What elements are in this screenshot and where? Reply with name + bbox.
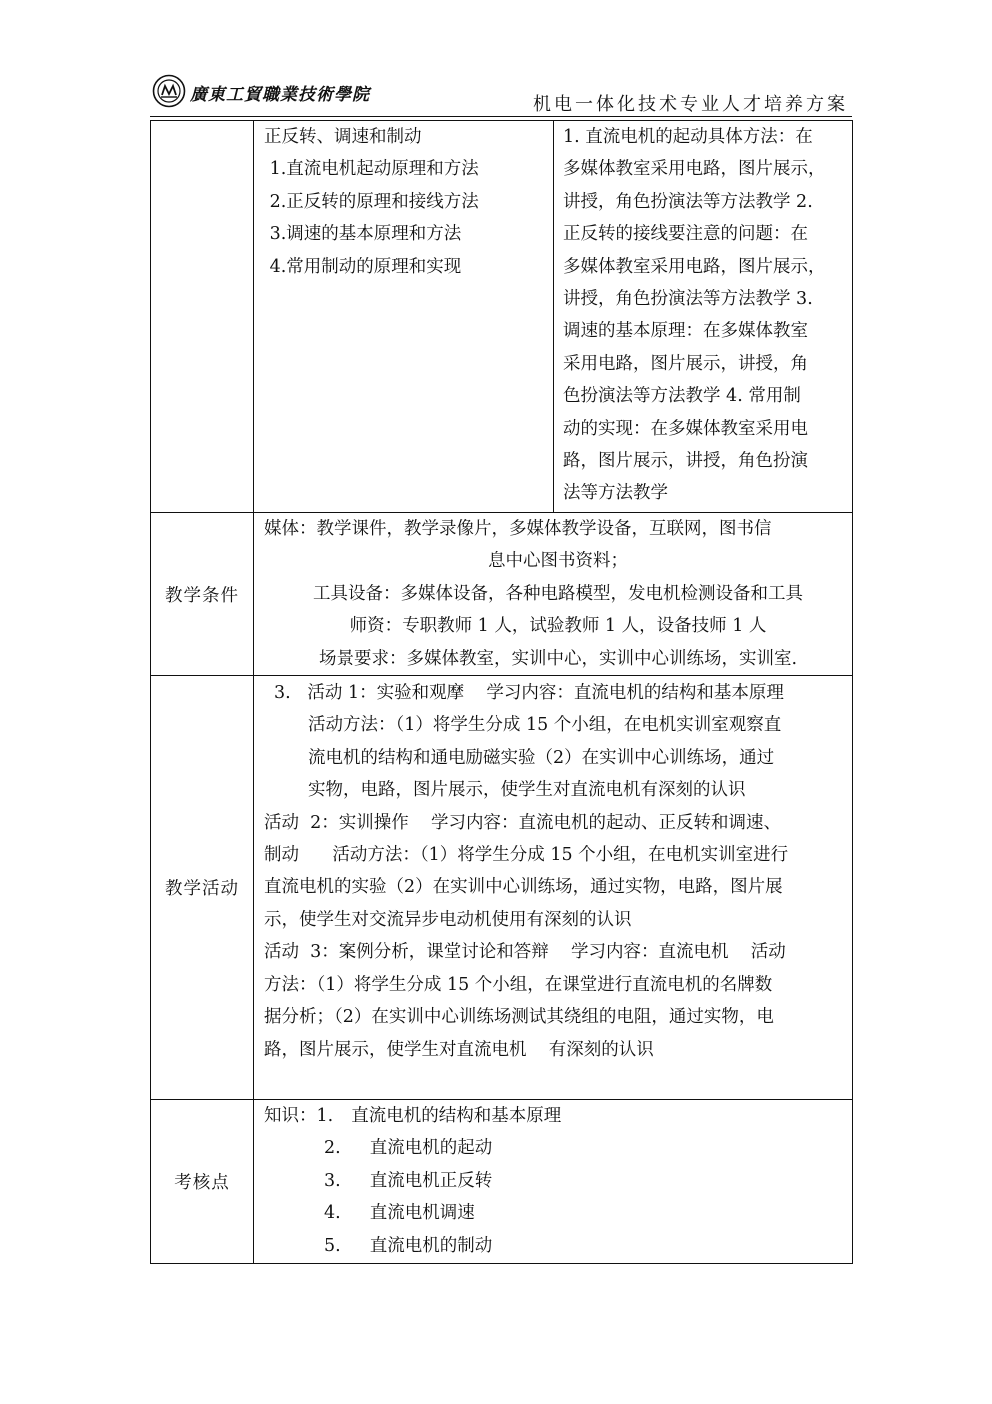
assessment-item bbox=[264, 1132, 852, 1164]
assessment-item-text: 直流电机的起动 bbox=[369, 1138, 493, 1159]
table-row-assessment bbox=[151, 1100, 853, 1264]
conditions-line: 息中心图书资料； bbox=[488, 551, 628, 572]
method-line: 法等方法教学 bbox=[563, 483, 668, 504]
activity-line: 活动 3：案例分析，课堂讨论和答辩 学习内容：直流电机 活动 bbox=[264, 942, 786, 963]
conditions-line: 师资：专职教师 1 人，试验教师 1 人，设备技师 1 人 bbox=[349, 616, 767, 637]
conditions-cell bbox=[254, 513, 853, 676]
activities-label: 教学活动 bbox=[151, 676, 254, 1100]
activity-line: 据分析；（2）在实训中心训练场测试其绕组的电阻，通过实物，电 bbox=[264, 1007, 774, 1028]
activity-line: 活动方法：（1）将学生分成 15 个小组，在电机实训室观察直 bbox=[308, 715, 782, 736]
method-line: 正反转的接线要注意的问题：在 bbox=[563, 224, 808, 245]
method-line: 讲授，角色扮演法等方法教学 2. bbox=[563, 191, 813, 212]
activity-line: 直流电机的实验（2）在实训中心训练场，通过实物，电路，图片展 bbox=[264, 877, 783, 898]
method-line: 讲授，角色扮演法等方法教学 3. bbox=[563, 289, 813, 310]
method-line: 采用电路，图片展示，讲授，角 bbox=[563, 353, 808, 374]
activity-line: 流电机的结构和通电励磁实验（2）在实训中心训练场，通过 bbox=[308, 747, 775, 768]
curriculum-table bbox=[150, 120, 853, 1264]
assessment-cell bbox=[254, 1100, 853, 1264]
school-name: 廣東工貿職業技術學院 bbox=[190, 85, 370, 105]
school-logo-icon bbox=[152, 74, 186, 108]
conditions-line: 工具设备：多媒体设备，各种电路模型，发电机检测设备和工具 bbox=[313, 583, 803, 604]
assessment-item-text: 直流电机正反转 bbox=[369, 1170, 493, 1191]
content-line: 正反转、调速和制动 bbox=[264, 127, 422, 147]
method-line: 路，图片展示，讲授，角色扮演 bbox=[563, 451, 808, 472]
activity-line: 制动 活动方法：（1）将学生分成 15 个小组，在电机实训室进行 bbox=[264, 845, 789, 866]
content-line: 3.调速的基本原理和方法 bbox=[264, 224, 462, 245]
table-row-activities bbox=[151, 676, 853, 1100]
header-divider bbox=[150, 116, 852, 117]
method-line: 多媒体教室采用电路，图片展示， bbox=[563, 256, 826, 277]
method-line: 色扮演法等方法教学 4. 常用制 bbox=[563, 386, 801, 407]
activity-line: 3. 活动 1：实验和观摩 学习内容：直流电机的结构和基本原理 bbox=[274, 683, 784, 704]
assessment-item-number: 5. bbox=[324, 1235, 341, 1256]
method-line: 1. 直流电机的起动具体方法：在 bbox=[563, 127, 813, 147]
assessment-item bbox=[264, 1100, 852, 1132]
conditions-line: 场景要求：多媒体教室，实训中心，实训中心训练场，实训室. bbox=[318, 648, 798, 669]
assessment-item bbox=[264, 1230, 852, 1262]
content-line: 1.直流电机起动原理和方法 bbox=[264, 159, 479, 180]
assessment-item bbox=[264, 1197, 852, 1229]
page-header bbox=[150, 74, 852, 116]
assessment-item-text: 直流电机调速 bbox=[369, 1203, 475, 1224]
activity-line: 示，使学生对交流异步电动机使用有深刻的认识 bbox=[264, 909, 632, 930]
method-line: 动的实现：在多媒体教室采用电 bbox=[563, 418, 808, 439]
activity-line: 实物，电路，图片展示，使学生对直流电机有深刻的认识 bbox=[308, 780, 746, 801]
method-cell bbox=[554, 121, 853, 513]
activities-cell bbox=[254, 676, 853, 1100]
assessment-prefix: 知识： bbox=[264, 1106, 317, 1127]
document-title: 机电一体化技术专业人才培养方案 bbox=[533, 94, 848, 115]
content-cell bbox=[254, 121, 554, 513]
activity-line: 路，图片展示，使学生对直流电机 有深刻的认识 bbox=[264, 1039, 654, 1060]
conditions-label: 教学条件 bbox=[151, 513, 254, 676]
assessment-label: 考核点 bbox=[151, 1100, 254, 1264]
assessment-item-number: 3. bbox=[324, 1170, 341, 1191]
assessment-item bbox=[264, 1165, 852, 1197]
method-line: 调速的基本原理：在多媒体教室 bbox=[563, 321, 808, 342]
method-line: 多媒体教室采用电路，图片展示， bbox=[563, 159, 826, 180]
table-row-content bbox=[151, 121, 853, 513]
activity-line: 活动 2：实训操作 学习内容：直流电机的起动、正反转和调速、 bbox=[264, 812, 782, 833]
assessment-item-number: 2. bbox=[324, 1138, 341, 1159]
assessment-item-text: 直流电机的制动 bbox=[369, 1235, 493, 1256]
assessment-item-text: 直流电机的结构和基本原理 bbox=[351, 1106, 562, 1127]
assessment-item-number: 1. bbox=[316, 1106, 334, 1127]
empty-label-cell bbox=[151, 121, 254, 513]
table-row-conditions bbox=[151, 513, 853, 676]
assessment-item-number: 4. bbox=[324, 1203, 341, 1224]
content-line: 2.正反转的原理和接线方法 bbox=[264, 191, 479, 212]
activity-line: 方法：（1）将学生分成 15 个小组，在课堂进行直流电机的名牌数 bbox=[264, 974, 773, 995]
conditions-line: 媒体：教学课件，教学录像片，多媒体教学设备，互联网，图书信 bbox=[264, 519, 772, 539]
content-line: 4.常用制动的原理和实现 bbox=[264, 256, 462, 277]
